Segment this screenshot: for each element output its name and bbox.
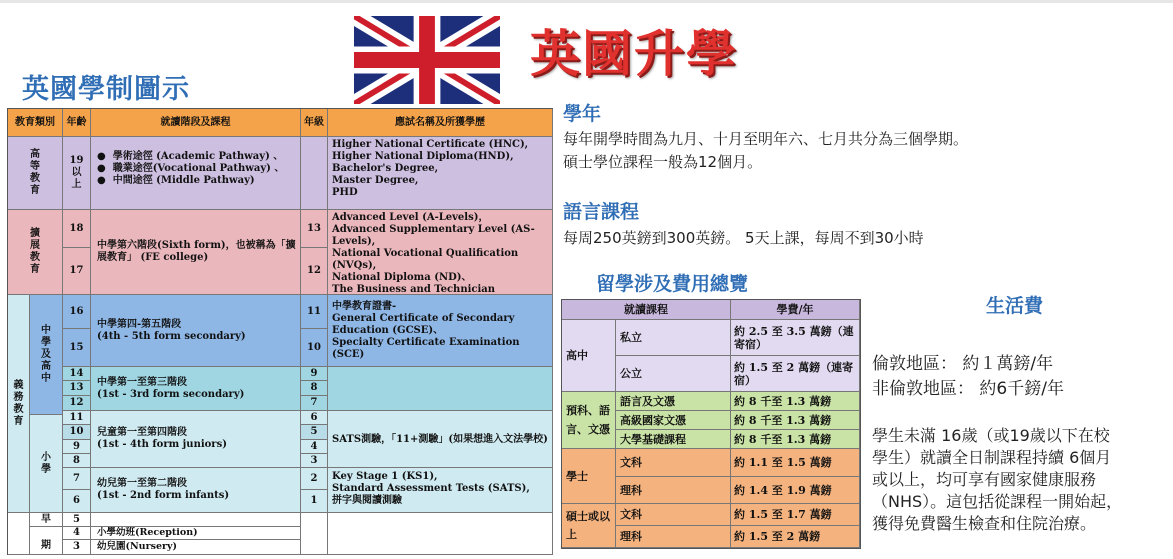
fee-group-foundation: 預科、語言、文憑 bbox=[562, 392, 616, 449]
tertiary-age: 19以上 bbox=[63, 137, 91, 210]
grade-5: 5 bbox=[301, 425, 328, 440]
grade-7: 7 bbox=[301, 396, 328, 411]
age-5: 5 bbox=[63, 513, 91, 527]
fee-course-master-science: 理科 bbox=[616, 526, 731, 548]
extended-qualifications bbox=[328, 210, 553, 295]
qual-nd: National Diploma (ND)、 bbox=[332, 272, 472, 283]
grade-11: 11 bbox=[301, 295, 328, 329]
fee-value-hnd: 約 8 千至 1.3 萬鎊 bbox=[731, 411, 860, 430]
fee-course-bachelor-arts: 文科 bbox=[616, 449, 731, 477]
age-9: 9 bbox=[63, 440, 91, 454]
age-18: 18 bbox=[63, 210, 91, 248]
fee-value-foundation: 約 8 千至 1.3 萬鎊 bbox=[731, 430, 860, 449]
age-3: 3 bbox=[63, 540, 91, 555]
compulsory-label: 義務教育 bbox=[8, 295, 30, 513]
grade-3: 3 bbox=[301, 454, 328, 468]
pathway-academic: ● 學術途徑 (Academic Pathway) 、 bbox=[97, 151, 284, 162]
qual-a-level: Advanced Level (A-Levels)， bbox=[332, 212, 489, 223]
age-4: 4 bbox=[63, 527, 91, 540]
grade-12: 12 bbox=[301, 248, 328, 295]
qual-gcse: General Certificate of Secondary Education (GCSE)、 bbox=[332, 313, 515, 336]
qual-hnc: Higher National Certificate (HNC), bbox=[332, 139, 529, 150]
secondary-label: 中學及高中 bbox=[30, 295, 63, 415]
grade-13: 13 bbox=[301, 210, 328, 248]
qual-ks1: Key Stage 1 (KS1), bbox=[332, 471, 438, 482]
age-10: 10 bbox=[63, 425, 91, 440]
pathway-middle: ● 中間途徑 (Middle Pathway) bbox=[97, 175, 255, 186]
header-type: 教育類別 bbox=[8, 109, 63, 137]
stage-gcse bbox=[91, 295, 301, 367]
fee-group-high-school: 高中 bbox=[562, 320, 616, 392]
stage-infant-zh: 幼兒第一至第二階段 bbox=[97, 478, 187, 489]
pathway-vocational: ● 職業途徑(Vocational Pathway) 、 bbox=[97, 163, 285, 174]
age-8: 8 bbox=[63, 454, 91, 468]
grade-10: 10 bbox=[301, 329, 328, 367]
qual-sats: Standard Assessment Tests (SATS), bbox=[332, 483, 530, 494]
nhs-line1: 學生未滿 16歲（或19歲以下在校 bbox=[872, 426, 1110, 445]
stage-ks3-en: (1st - 3rd form secondary) bbox=[97, 388, 245, 400]
fee-header-course: 就讀課程 bbox=[562, 300, 731, 320]
fee-value-private: 約 2.5 至 3.5 萬鎊（連寄宿） bbox=[731, 320, 860, 356]
fee-group-master: 碩士或以上 bbox=[562, 504, 616, 548]
fee-course-language: 語言及文憑 bbox=[616, 392, 731, 411]
age-14: 14 bbox=[63, 367, 91, 381]
qual-spelling: 拼字與閱讀測驗 bbox=[332, 495, 402, 506]
fee-value-bachelor-science: 約 1.4 至 1.9 萬鎊 bbox=[731, 477, 860, 504]
age-16: 16 bbox=[63, 295, 91, 329]
fee-header-tuition: 學費/年 bbox=[731, 300, 860, 320]
age-6: 6 bbox=[63, 490, 91, 513]
nhs-line4: （NHS）。這包括從課程一開始起， bbox=[872, 492, 1123, 511]
grade-early-blank bbox=[301, 513, 328, 555]
junior-qualifications: SATS測驗，「11+測驗」(如果想進入文法學校) bbox=[328, 411, 553, 468]
qual-phd: PHD bbox=[332, 187, 358, 198]
nhs-line3: 或以上，均可享有國家健康服務 bbox=[872, 470, 1097, 489]
tertiary-pathways bbox=[91, 137, 301, 210]
top-divider bbox=[0, 0, 1173, 3]
stage-infant bbox=[91, 468, 301, 513]
fee-course-private: 私立 bbox=[616, 320, 731, 356]
stage-ks3 bbox=[91, 367, 301, 411]
language-heading: 語言課程 bbox=[563, 201, 640, 223]
fee-value-public: 約 1.5 至 2 萬鎊（連寄宿） bbox=[731, 356, 860, 392]
header-age: 年齡 bbox=[63, 109, 91, 137]
grade-6: 6 bbox=[301, 411, 328, 425]
stage-nursery: 幼兒園(Nursery) bbox=[91, 540, 301, 555]
tertiary-label: 高等教育 bbox=[8, 137, 63, 210]
header-qualification: 應試名稱及所獲學歷 bbox=[328, 109, 553, 137]
qual-hnd: Higher National Diploma(HND), bbox=[332, 151, 514, 162]
qual-nvq: National Vocational Qualification (NVQs), bbox=[332, 248, 519, 271]
age-11: 11 bbox=[63, 411, 91, 425]
stage-junior-zh: 兒童第一至第四階段 bbox=[97, 427, 187, 438]
ks3-qualifications-blank bbox=[328, 367, 553, 411]
gcse-qualifications bbox=[328, 295, 553, 367]
tertiary-qualifications bbox=[328, 137, 553, 210]
grade-1: 1 bbox=[301, 490, 328, 513]
diagram-title: 英國學制圖示 bbox=[22, 74, 190, 105]
tertiary-grade bbox=[301, 137, 328, 210]
qual-secondary-cert: 中學教育證書- bbox=[332, 301, 397, 312]
living-london: 倫敦地區： 約１萬鎊/年 bbox=[872, 354, 1054, 374]
grade-4: 4 bbox=[301, 440, 328, 454]
extended-stage: 中學第六階段(Sixth form)，也被稱為「擴展教育」 (FE college) bbox=[91, 210, 301, 295]
living-non-london: 非倫敦地區： 約6千鎊/年 bbox=[872, 379, 1064, 399]
fee-course-hnd: 高級國家文憑 bbox=[616, 411, 731, 430]
living-heading: 生活費 bbox=[986, 295, 1044, 317]
fee-value-master-science: 約 1.5 至 2 萬鎊 bbox=[731, 526, 860, 548]
stage-gcse-en: (4th - 5th form secondary) bbox=[97, 330, 246, 342]
age-7: 7 bbox=[63, 468, 91, 490]
stage-ks3-zh: 中學第一至第三階段 bbox=[97, 376, 187, 388]
primary-label: 小學 bbox=[30, 415, 63, 513]
early-blank bbox=[8, 513, 30, 555]
age-12: 12 bbox=[63, 396, 91, 411]
stage-reception: 小學幼班(Reception) bbox=[91, 527, 301, 540]
infant-qualifications bbox=[328, 468, 553, 513]
stage-early-blank bbox=[91, 513, 301, 527]
age-17: 17 bbox=[63, 248, 91, 295]
stage-infant-en: (1st - 2nd form infants) bbox=[97, 490, 230, 501]
grade-8: 8 bbox=[301, 381, 328, 396]
fee-group-bachelor: 學士 bbox=[562, 449, 616, 504]
stage-junior-en: (1st - 4th form juniors) bbox=[97, 439, 227, 450]
fee-table bbox=[561, 299, 861, 549]
language-line1: 每周250英鎊到300英鎊。 5天上課，每周不到30小時 bbox=[563, 229, 924, 247]
education-system-table bbox=[7, 108, 553, 555]
academic-year-line2: 碩士學位課程一般為12個月。 bbox=[563, 153, 763, 171]
age-15: 15 bbox=[63, 329, 91, 367]
fee-course-public: 公立 bbox=[616, 356, 731, 392]
early-label-2: 期 bbox=[30, 527, 63, 555]
age-13: 13 bbox=[63, 381, 91, 396]
fees-heading: 留學涉及費用總覽 bbox=[596, 273, 749, 295]
extended-label: 擴展教育 bbox=[8, 210, 63, 295]
qual-bachelor: Bachelor's Degree, bbox=[332, 163, 439, 174]
fee-course-master-arts: 文科 bbox=[616, 504, 731, 526]
nhs-line5: 獲得免費醫生檢查和住院治療。 bbox=[872, 514, 1097, 533]
grade-9: 9 bbox=[301, 367, 328, 381]
early-label: 早 bbox=[30, 513, 63, 527]
grade-2: 2 bbox=[301, 468, 328, 490]
academic-year-heading: 學年 bbox=[563, 103, 602, 125]
qual-sce: Specialty Certificate Examination (SCE) bbox=[332, 337, 520, 360]
header-grade: 年級 bbox=[301, 109, 328, 137]
academic-year-line1: 每年開學時間為九月、十月至明年六、七月共分為三個學期。 bbox=[563, 130, 969, 148]
qual-btec: The Business and Technician bbox=[332, 284, 496, 295]
fee-value-language: 約 8 千至 1.3 萬鎊 bbox=[731, 392, 860, 411]
header-stage: 就讀階段及課程 bbox=[91, 109, 301, 137]
fee-value-master-arts: 約 1.5 至 1.7 萬鎊 bbox=[731, 504, 860, 526]
qual-master: Master Degree, bbox=[332, 175, 419, 186]
main-title: 英國升學 bbox=[530, 25, 738, 83]
fee-value-bachelor-arts: 約 1.1 至 1.5 萬鎊 bbox=[731, 449, 860, 477]
early-qualifications-blank bbox=[328, 513, 553, 555]
fee-course-foundation: 大學基礎課程 bbox=[616, 430, 731, 449]
fee-course-bachelor-science: 理科 bbox=[616, 477, 731, 504]
nhs-line2: 學生）就讀全日制課程持續 6個月 bbox=[872, 448, 1112, 467]
qual-as-level: Advanced Supplementary Level (AS-Levels), bbox=[332, 224, 535, 247]
stage-junior bbox=[91, 411, 301, 468]
uk-flag-icon bbox=[354, 16, 500, 104]
stage-gcse-zh: 中學第四-第五階段 bbox=[97, 318, 182, 330]
